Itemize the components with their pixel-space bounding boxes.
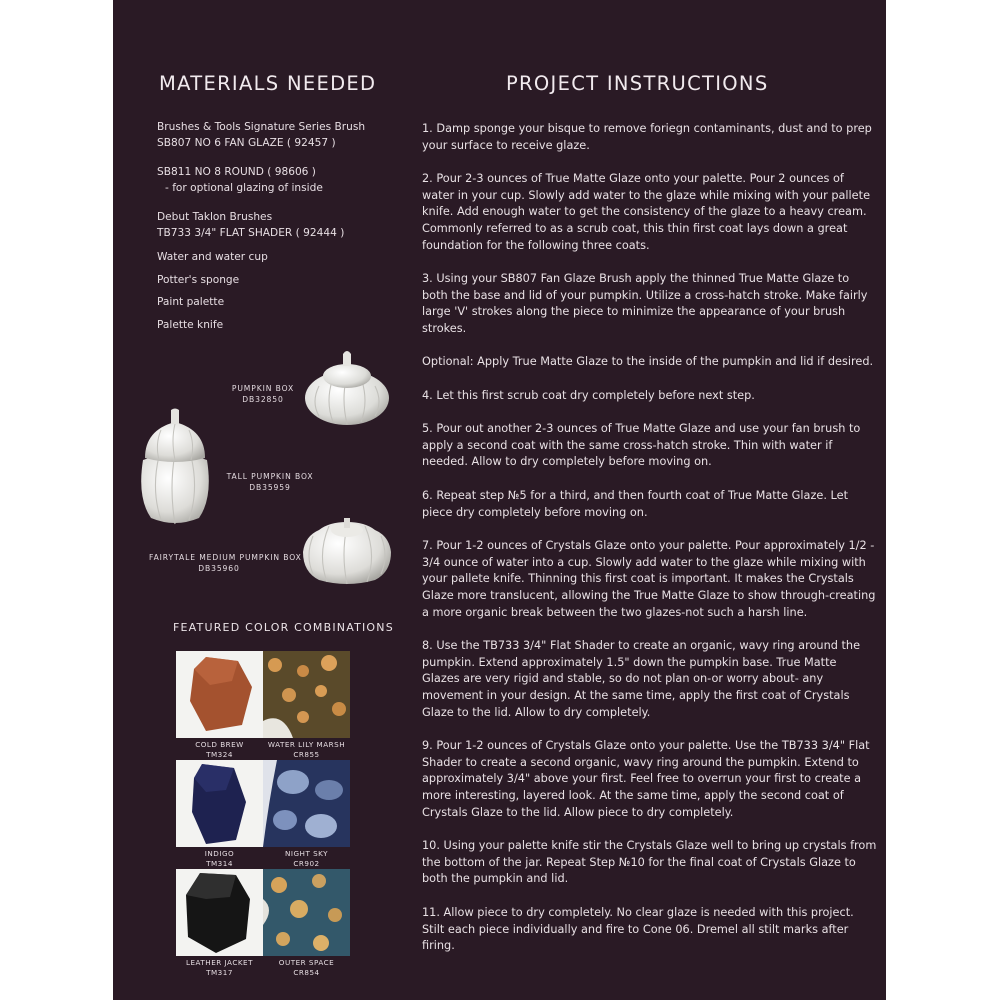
cold-brew-swatch — [176, 651, 263, 738]
instructions-heading: PROJECT INSTRUCTIONS — [506, 72, 769, 95]
material-item: Water and water cup — [157, 251, 268, 263]
page-panel — [113, 0, 886, 1000]
product-label: TALL PUMPKIN BOX DB35959 — [226, 472, 314, 492]
swatch-label: OUTER SPACE CR854 — [278, 958, 335, 977]
instruction-step: 2. Pour 2-3 ounces of True Matte Glaze onto your palette. Pour 2 ounces of water in your cup. Slowly add water to the glaze while mixing with your pallete knife. Add enough water to get the consistency of the glaze to a heavy cream. Commonly referred to as a scrub coat, this thin first coat lays down a great foundation for the following three coats. — [422, 172, 871, 252]
leather-jacket-swatch — [176, 869, 263, 956]
swatch-label: NIGHT SKY CR902 — [284, 849, 329, 868]
product-label: PUMPKIN BOX DB32850 — [231, 384, 295, 404]
instruction-step: 8. Use the TB733 3/4" Flat Shader to create an organic, wavy ring around the pumpkin. Extend approximately 1.5" down the pumpkin base. True Matte Glazes are very rigid and stable, so do not plan on-or worry about- any movement in your design. At the same time, apply the first coat of Crystals Glaze to the lid. Allow to dry completely. — [422, 639, 861, 719]
instruction-step: 4. Let this first scrub coat dry completely before next step. — [422, 389, 755, 402]
material-item: Debut Taklon Brushes TB733 3/4" FLAT SHADER ( 92444 ) — [157, 211, 345, 239]
featured-heading: FEATURED COLOR COMBINATIONS — [173, 621, 394, 634]
materials-column — [113, 0, 413, 1000]
night-sky-swatch — [263, 760, 350, 847]
outer-space-swatch — [263, 869, 350, 956]
swatch-label: WATER LILY MARSH CR855 — [267, 740, 346, 759]
swatch-label: LEATHER JACKET TM317 — [186, 958, 253, 977]
instructions-column — [422, 0, 877, 1000]
swatch-label: COLD BREW TM324 — [195, 740, 244, 759]
material-item: Brushes & Tools Signature Series Brush SB807 NO 6 FAN GLAZE ( 92457 ) — [157, 121, 366, 149]
material-item: SB811 NO 8 ROUND ( 98606 ) - for optional glazing of inside — [157, 166, 323, 194]
pumpkin-box-image — [303, 346, 391, 428]
instruction-step: 3. Using your SB807 Fan Glaze Brush apply the thinned True Matte Glaze to both the base and lid of your pumpkin. Utilize a cross-hatch stroke. Make fairly large 'V' strokes along the piece to minimize the appearance of your brush strokes. — [422, 272, 868, 336]
instruction-step: 9. Pour 1-2 ounces of Crystals Glaze onto your palette. Use the TB733 3/4" Flat Shader to create a second organic, wavy ring around the pumpkin. Extend to approximately 3/4" above your first. Feel free to overrun your first to create a more interesting, layered look. At the same time, apply the second coat of Crystals Glaze to the lid. Allow piece to dry completely. — [422, 739, 870, 819]
materials-heading: MATERIALS NEEDED — [159, 72, 377, 95]
tall-pumpkin-box-image — [135, 408, 215, 526]
product-label: FAIRYTALE MEDIUM PUMPKIN BOX DB35960 — [149, 553, 302, 573]
indigo-swatch — [176, 760, 263, 847]
water-lily-marsh-swatch — [263, 651, 350, 738]
instruction-step: Optional: Apply True Matte Glaze to the inside of the pumpkin and lid if desired. — [422, 355, 874, 368]
material-item: Potter's sponge — [157, 274, 240, 286]
instruction-step: 5. Pour out another 2-3 ounces of True Matte Glaze and use your fan brush to apply a second coat with the same cross-hatch stroke. Thin with water if needed. Allow to dry completely before moving on. — [422, 422, 861, 469]
material-item: Paint palette — [157, 296, 225, 308]
instruction-step: 6. Repeat step №5 for a third, and then fourth coat of True Matte Glaze. Let piece dry completely before moving on. — [422, 489, 849, 519]
instruction-step: 10. Using your palette knife stir the Crystals Glaze well to bring up crystals from the bottom of the jar. Repeat Step №10 for the final coat of Crystals Glaze to both the pumpkin and lid. — [422, 839, 877, 886]
fairytale-pumpkin-box-image — [299, 516, 395, 588]
instruction-step: 7. Pour 1-2 ounces of Crystals Glaze onto your palette. Pour approximately 1/2 - 3/4 ounce of water into a cup. Slowly add water to the glaze while mixing with your pallete knife. Thinning this first coat is important. It makes the Crystals Glaze more translucent, allowing the True Matte Glaze to show through-creating a more organic break between the two glazes-not such a harsh line. — [422, 539, 876, 619]
instruction-step: 1. Damp sponge your bisque to remove foriegn contaminants, dust and to prep your surface to receive glaze. — [422, 122, 872, 152]
instruction-step: 11. Allow piece to dry completely. No clear glaze is needed with this project. Stilt each piece individually and fire to Cone 06. Dremel all stilt marks after firing. — [422, 906, 854, 953]
material-item: Palette knife — [157, 319, 224, 331]
swatch-label: INDIGO TM314 — [204, 849, 235, 868]
